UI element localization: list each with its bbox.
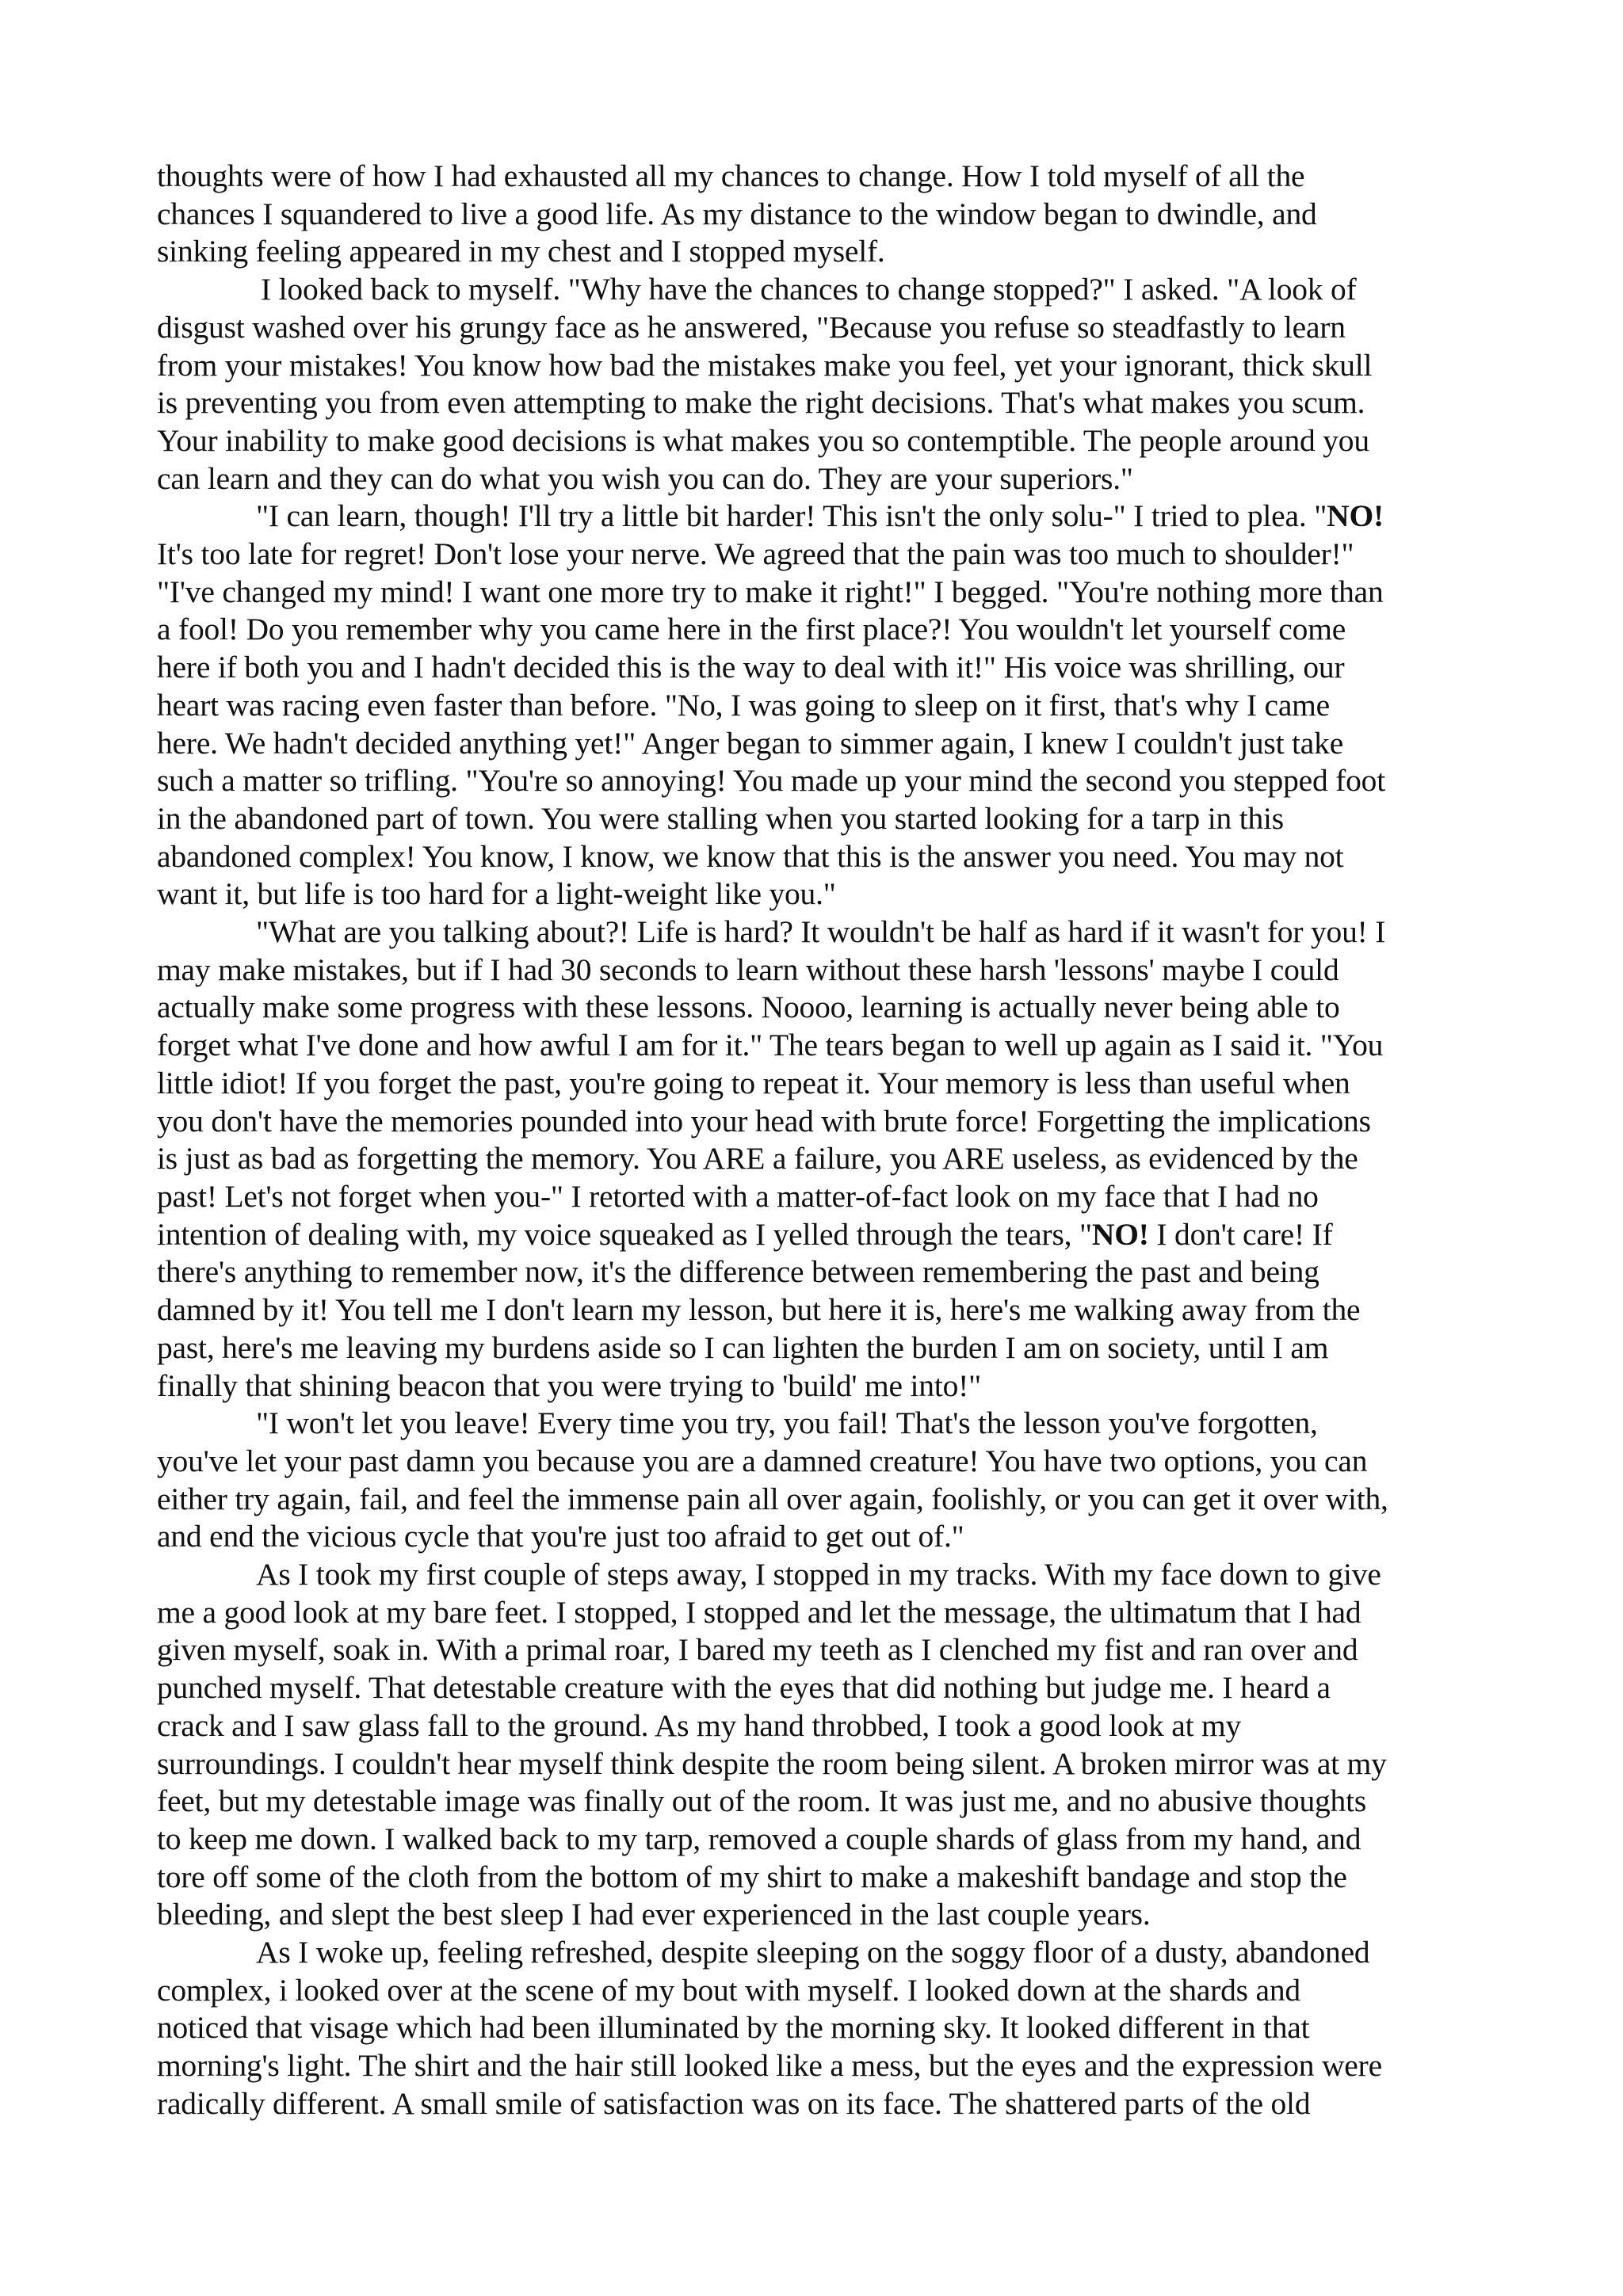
text-line: morning's light. The shirt and the hair still looked like a mess, but the eyes and the expression were (157, 2048, 1382, 2084)
text-line: may make mistakes, but if I had 30 seconds to learn without these harsh 'lessons' maybe I could (157, 952, 1339, 987)
text-run: I don't care! If (1148, 1216, 1333, 1252)
paragraph-5 (157, 1405, 1476, 1556)
text-line: to keep me down. I walked back to my tarp, removed a couple shards of glass from my hand, and (157, 1821, 1361, 1856)
text-line: past, here's me leaving my burdens aside so I can lighten the burden I am on society, until I am (157, 1329, 1329, 1365)
text-line: from your mistakes! You know how bad the mistakes make you feel, yet your ignorant, thick skull (157, 347, 1373, 383)
text-line: there's anything to remember now, it's the difference between remembering the past and being (157, 1254, 1319, 1290)
text-line (157, 1216, 1476, 1254)
bold-word: NO! (1091, 1216, 1149, 1252)
text-line: bleeding, and slept the best sleep I had ever experienced in the last couple years. (157, 1897, 1151, 1932)
text-line: Your inability to make good decisions is what makes you so contemptible. The people around you (157, 422, 1369, 458)
text-line: me a good look at my bare feet. I stopped, I stopped and let the message, the ultimatum that I had (157, 1594, 1361, 1630)
text-run: "I can learn, though! I'll try a little bit harder! This isn't the only solu-" I tried to plea. " (256, 498, 1327, 534)
text-line (157, 498, 1476, 536)
text-line: forget what I've done and how awful I am for it." The tears began to well up again as I said it. "You (157, 1028, 1384, 1063)
text-line: disgust washed over his grungy face as he answered, "Because you refuse so steadfastly to learn (157, 309, 1346, 345)
text-line: As I took my first couple of steps away, I stopped in my tracks. With my face down to give (256, 1557, 1381, 1592)
text-line: want it, but life is too hard for a light-weight like you." (157, 876, 836, 912)
text-line: here if both you and I hadn't decided this is the way to deal with it!" His voice was shrilling, our (157, 650, 1345, 685)
text-line: damned by it! You tell me I don't learn my lesson, but here it is, here's me walking away from the (157, 1292, 1361, 1328)
text-line: finally that shining beacon that you were trying to 'build' me into!" (157, 1367, 982, 1403)
text-line: It's too late for regret! Don't lose your nerve. We agreed that the pain was too much to shoulder!" (157, 536, 1354, 572)
text-line: radically different. A small smile of satisfaction was on its face. The shattered parts of the old (157, 2085, 1311, 2121)
text-line: here. We hadn't decided anything yet!" Anger began to simmer again, I knew I couldn't just take (157, 725, 1344, 761)
text-line: surroundings. I couldn't hear myself think despite the room being silent. A broken mirror was at my (157, 1745, 1387, 1781)
text-line: can learn and they can do what you wish you can do. They are your superiors." (157, 460, 1133, 496)
text-line: As I woke up, feeling refreshed, despite sleeping on the soggy floor of a dusty, abandoned (256, 1935, 1370, 1970)
text-line: either try again, fail, and feel the immense pain all over again, foolishly, or you can get it over with, (157, 1481, 1388, 1516)
text-line: punched myself. That detestable creature with the eyes that did nothing but judge me. I heard a (157, 1670, 1331, 1706)
text-line: tore off some of the cloth from the bottom of my shirt to make a makeshift bandage and stop the (157, 1859, 1347, 1894)
text-line: noticed that visage which had been illuminated by the morning sky. It looked different in that (157, 2010, 1310, 2046)
text-line: complex, i looked over at the scene of my bout with myself. I looked down at the shards and (157, 1972, 1300, 2008)
text-line: sinking feeling appeared in my chest and I stopped myself. (157, 234, 885, 269)
bold-word: NO! (1327, 498, 1384, 534)
text-line: past! Let's not forget when you-" I retorted with a matter-of-fact look on my face that I had no (157, 1178, 1319, 1214)
text-line: you've let your past damn you because you are a damned creature! You have two options, you can (157, 1443, 1368, 1478)
text-line: heart was racing even faster than before. "No, I was going to sleep on it first, that's why I came (157, 687, 1331, 723)
paragraph-6 (157, 1556, 1476, 1934)
paragraph-7 (157, 1934, 1476, 2123)
text-line: "What are you talking about?! Life is hard? It wouldn't be half as hard if it wasn't for you! I (256, 914, 1386, 950)
text-line: is just as bad as forgetting the memory. You ARE a failure, you ARE useless, as evidenced by the (157, 1141, 1358, 1177)
text-line: is preventing you from even attempting to make the right decisions. That's what makes you scum. (157, 385, 1365, 421)
paragraph-3 (157, 498, 1476, 913)
text-run: intention of dealing with, my voice squeaked as I yelled through the tears, " (157, 1216, 1092, 1252)
document-page (157, 158, 1476, 2123)
text-line: feet, but my detestable image was finally out of the room. It was just me, and no abusive thoughts (157, 1783, 1367, 1819)
text-line: thoughts were of how I had exhausted all my chances to change. How I told myself of all the (157, 158, 1305, 193)
text-line: abandoned complex! You know, I know, we know that this is the answer you need. You may not (157, 838, 1344, 874)
text-line: "I won't let you leave! Every time you try, you fail! That's the lesson you've forgotten, (256, 1405, 1318, 1441)
text-line: actually make some progress with these lessons. Noooo, learning is actually never being able to (157, 990, 1340, 1025)
text-line: little idiot! If you forget the past, you're going to repeat it. Your memory is less than useful when (157, 1065, 1350, 1100)
paragraph-1 (157, 158, 1476, 271)
text-line: crack and I saw glass fall to the ground. As my hand throbbed, I took a good look at my (157, 1707, 1242, 1743)
text-line: such a matter so trifling. "You're so annoying! You made up your mind the second you stepped foot (157, 763, 1386, 799)
text-line: a fool! Do you remember why you came here in the first place?! You wouldn't let yourself come (157, 612, 1346, 647)
paragraph-4 (157, 913, 1476, 1405)
text-line: given myself, soak in. With a primal roar, I bared my teeth as I clenched my fist and ran over and (157, 1632, 1358, 1668)
text-line: I looked back to myself. "Why have the chances to change stopped?" I asked. "A look of (261, 272, 1357, 307)
text-line: chances I squandered to live a good life. As my distance to the window began to dwindle, and (157, 196, 1317, 231)
text-line: you don't have the memories pounded into your head with brute force! Forgetting the implications (157, 1103, 1371, 1138)
text-line: in the abandoned part of town. You were stalling when you started looking for a tarp in this (157, 800, 1284, 836)
text-line: and end the vicious cycle that you're just too afraid to get out of." (157, 1519, 964, 1554)
text-line: "I've changed my mind! I want one more try to make it right!" I begged. "You're nothing more than (157, 574, 1384, 609)
paragraph-2 (157, 271, 1476, 498)
